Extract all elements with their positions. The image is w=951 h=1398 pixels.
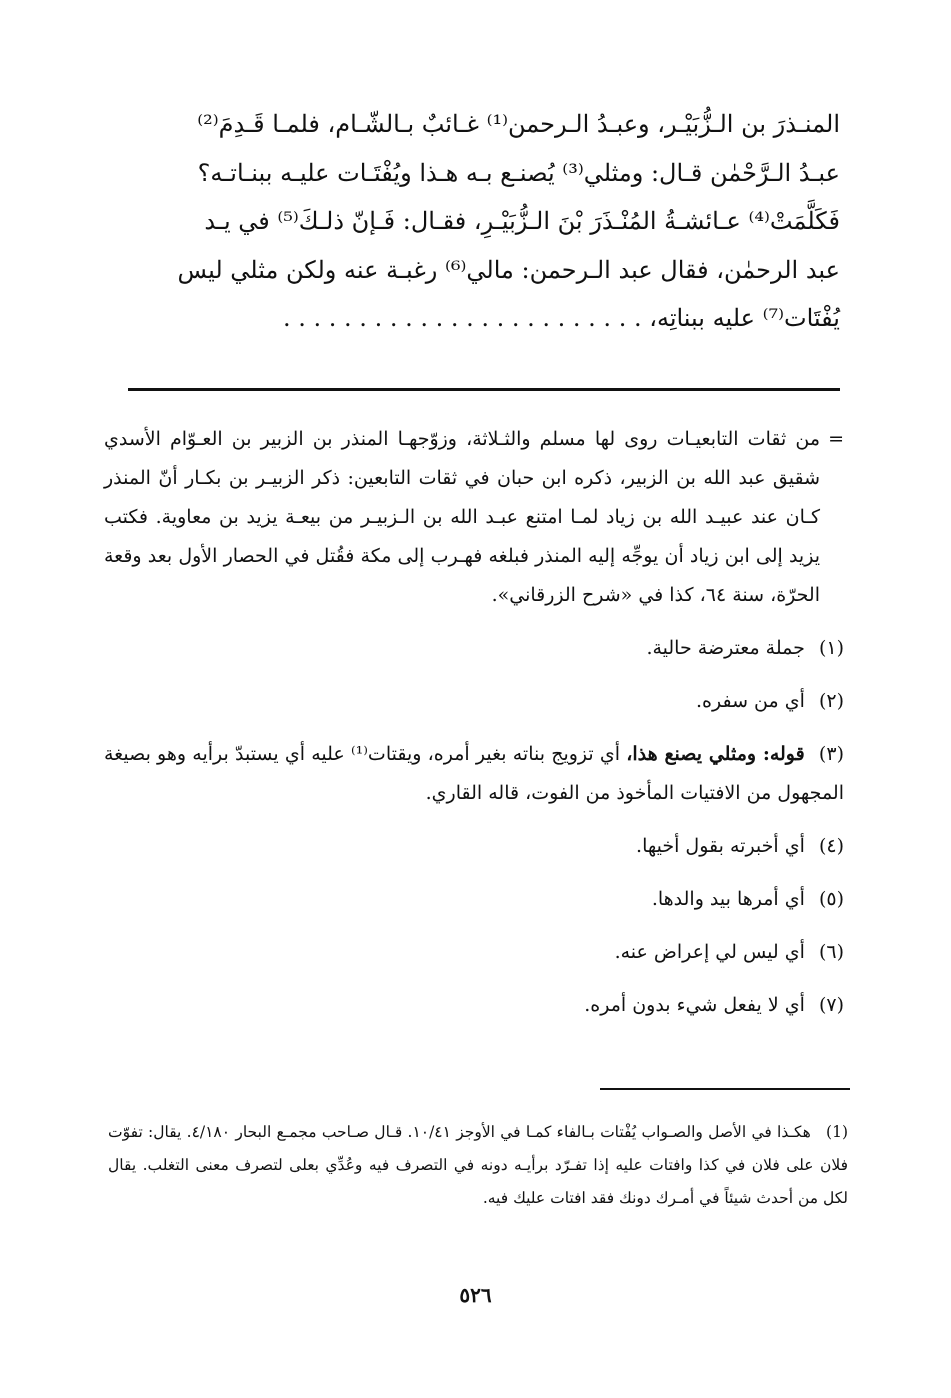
note-text: أي أمرها بيد والدها. bbox=[651, 888, 805, 910]
note-number: (١) bbox=[818, 637, 844, 659]
note-item bbox=[104, 735, 844, 813]
continuation-text: من ثقات التابعيـات روى لها مسلم والثـلاثة، وزوّجهـا المنذر بن الزبير بن العـوّام الأسدي شقيق عبد الله بن الزبير، ذكره ابن حبان في ثقات التابعين: ذكر الزبيـر بن بكـار أنّ المنذر كـان عند عبيـد الله بن زياد لمـا امتنع عبـد الله بن الـزبيـر من بيعـة يزيد بن معاوية. فكتب يزيد إلى ابن زياد أن يوجِّه إليه المنذر فبلغه فهـرب إلى مكة فقُتل في الحصار الأول بعد وقعة الحرّة، سنة ٦٤، كذا في «شرح الزرقاني». bbox=[104, 428, 820, 606]
note-number: (٥) bbox=[818, 888, 844, 910]
note-text: أي من سفره. bbox=[696, 690, 805, 712]
note-number: (٦) bbox=[818, 941, 844, 963]
note-text: أي لا يفعل شيء بدون أمره. bbox=[584, 994, 805, 1016]
note-text: أي ليس لي إعراض عنه. bbox=[614, 941, 805, 963]
note-continuation bbox=[104, 420, 844, 615]
note-number: (٤) bbox=[818, 835, 844, 857]
main-text-line: يُفْتَات⁽⁷⁾ عليه ببناتِه، . . . . . . . . . . . . . . . . . . . . . . . . bbox=[283, 304, 840, 332]
note-text: أي تزويج بناته بغير أمره، ويقتات⁽¹⁾ عليه أي يستبدّ برأيه وهو بصيغة المجهول من الافتيات المأخوذ من الفوت، قاله القاري. bbox=[104, 743, 844, 804]
continuation-marker: = bbox=[828, 428, 844, 450]
commentary-notes bbox=[104, 420, 844, 1025]
main-text-line: فَكَلَّمَتْ⁽⁴⁾ عـائشـةُ المُنْـذَرَ بْنَ الـزُّبَيْـرِ، فقـال: فَـإنّ ذلـكَ⁽⁵⁾ في يـد bbox=[204, 207, 840, 235]
note-item bbox=[104, 986, 844, 1025]
note-item bbox=[104, 629, 844, 668]
note-lead: قوله: ومثلي يصنع هذا، bbox=[626, 743, 805, 765]
note-item bbox=[104, 880, 844, 919]
note-number: (٣) bbox=[818, 743, 844, 765]
main-text-line: عبد الرحمٰن، فقال عبد الـرحمن: مالي⁽⁶⁾ رغبـة عنه ولكن مثلي ليس bbox=[177, 255, 840, 284]
note-number: (٢) bbox=[818, 690, 844, 712]
note-item bbox=[104, 682, 844, 721]
note-text: أي أخبرته بقول أخيها. bbox=[636, 835, 805, 857]
footnote-number: (1) bbox=[826, 1122, 849, 1141]
footnote bbox=[108, 1116, 848, 1215]
page-number: ٥٢٦ bbox=[459, 1283, 492, 1307]
footnote-divider bbox=[600, 1088, 850, 1090]
note-text: جملة معترضة حالية. bbox=[646, 637, 805, 659]
footnote-text: هكـذا في الأصل والصـواب يُفْتات بـالفاء كمـا في الأوجز ١٠/٤١. قـال صـاحب مجمـع البحار ٤/١٨٠. يقال: تفوّت فلان على فلان في كذا وافتات عليه إذا تفـرّد برأيـه دونه في التصرف فيه وعُدِّي بعلى لتصرف معنى التغلب. يقال لكل من أحدث شيئاً في أمـرك دونك فقد افتات عليك فيه. bbox=[108, 1122, 848, 1207]
main-text-line: عبـدُ الـرَّحْمٰن قـال: ومثلي⁽³⁾ يُصنـع بـه هـذا ويُفْتَـات عليـه ببنـاتـه؟ bbox=[197, 158, 840, 187]
note-number: (٧) bbox=[818, 994, 844, 1016]
main-text bbox=[100, 100, 840, 343]
note-item bbox=[104, 827, 844, 866]
main-text-line: المنـذرَ بن الـزُّبَيْـر، وعبـدُ الـرحمن⁽¹⁾ غـائبٌ بـالشّـام، فلمـا قَـدِمَ⁽²⁾ bbox=[197, 110, 840, 138]
main-divider bbox=[128, 388, 840, 391]
note-item bbox=[104, 933, 844, 972]
